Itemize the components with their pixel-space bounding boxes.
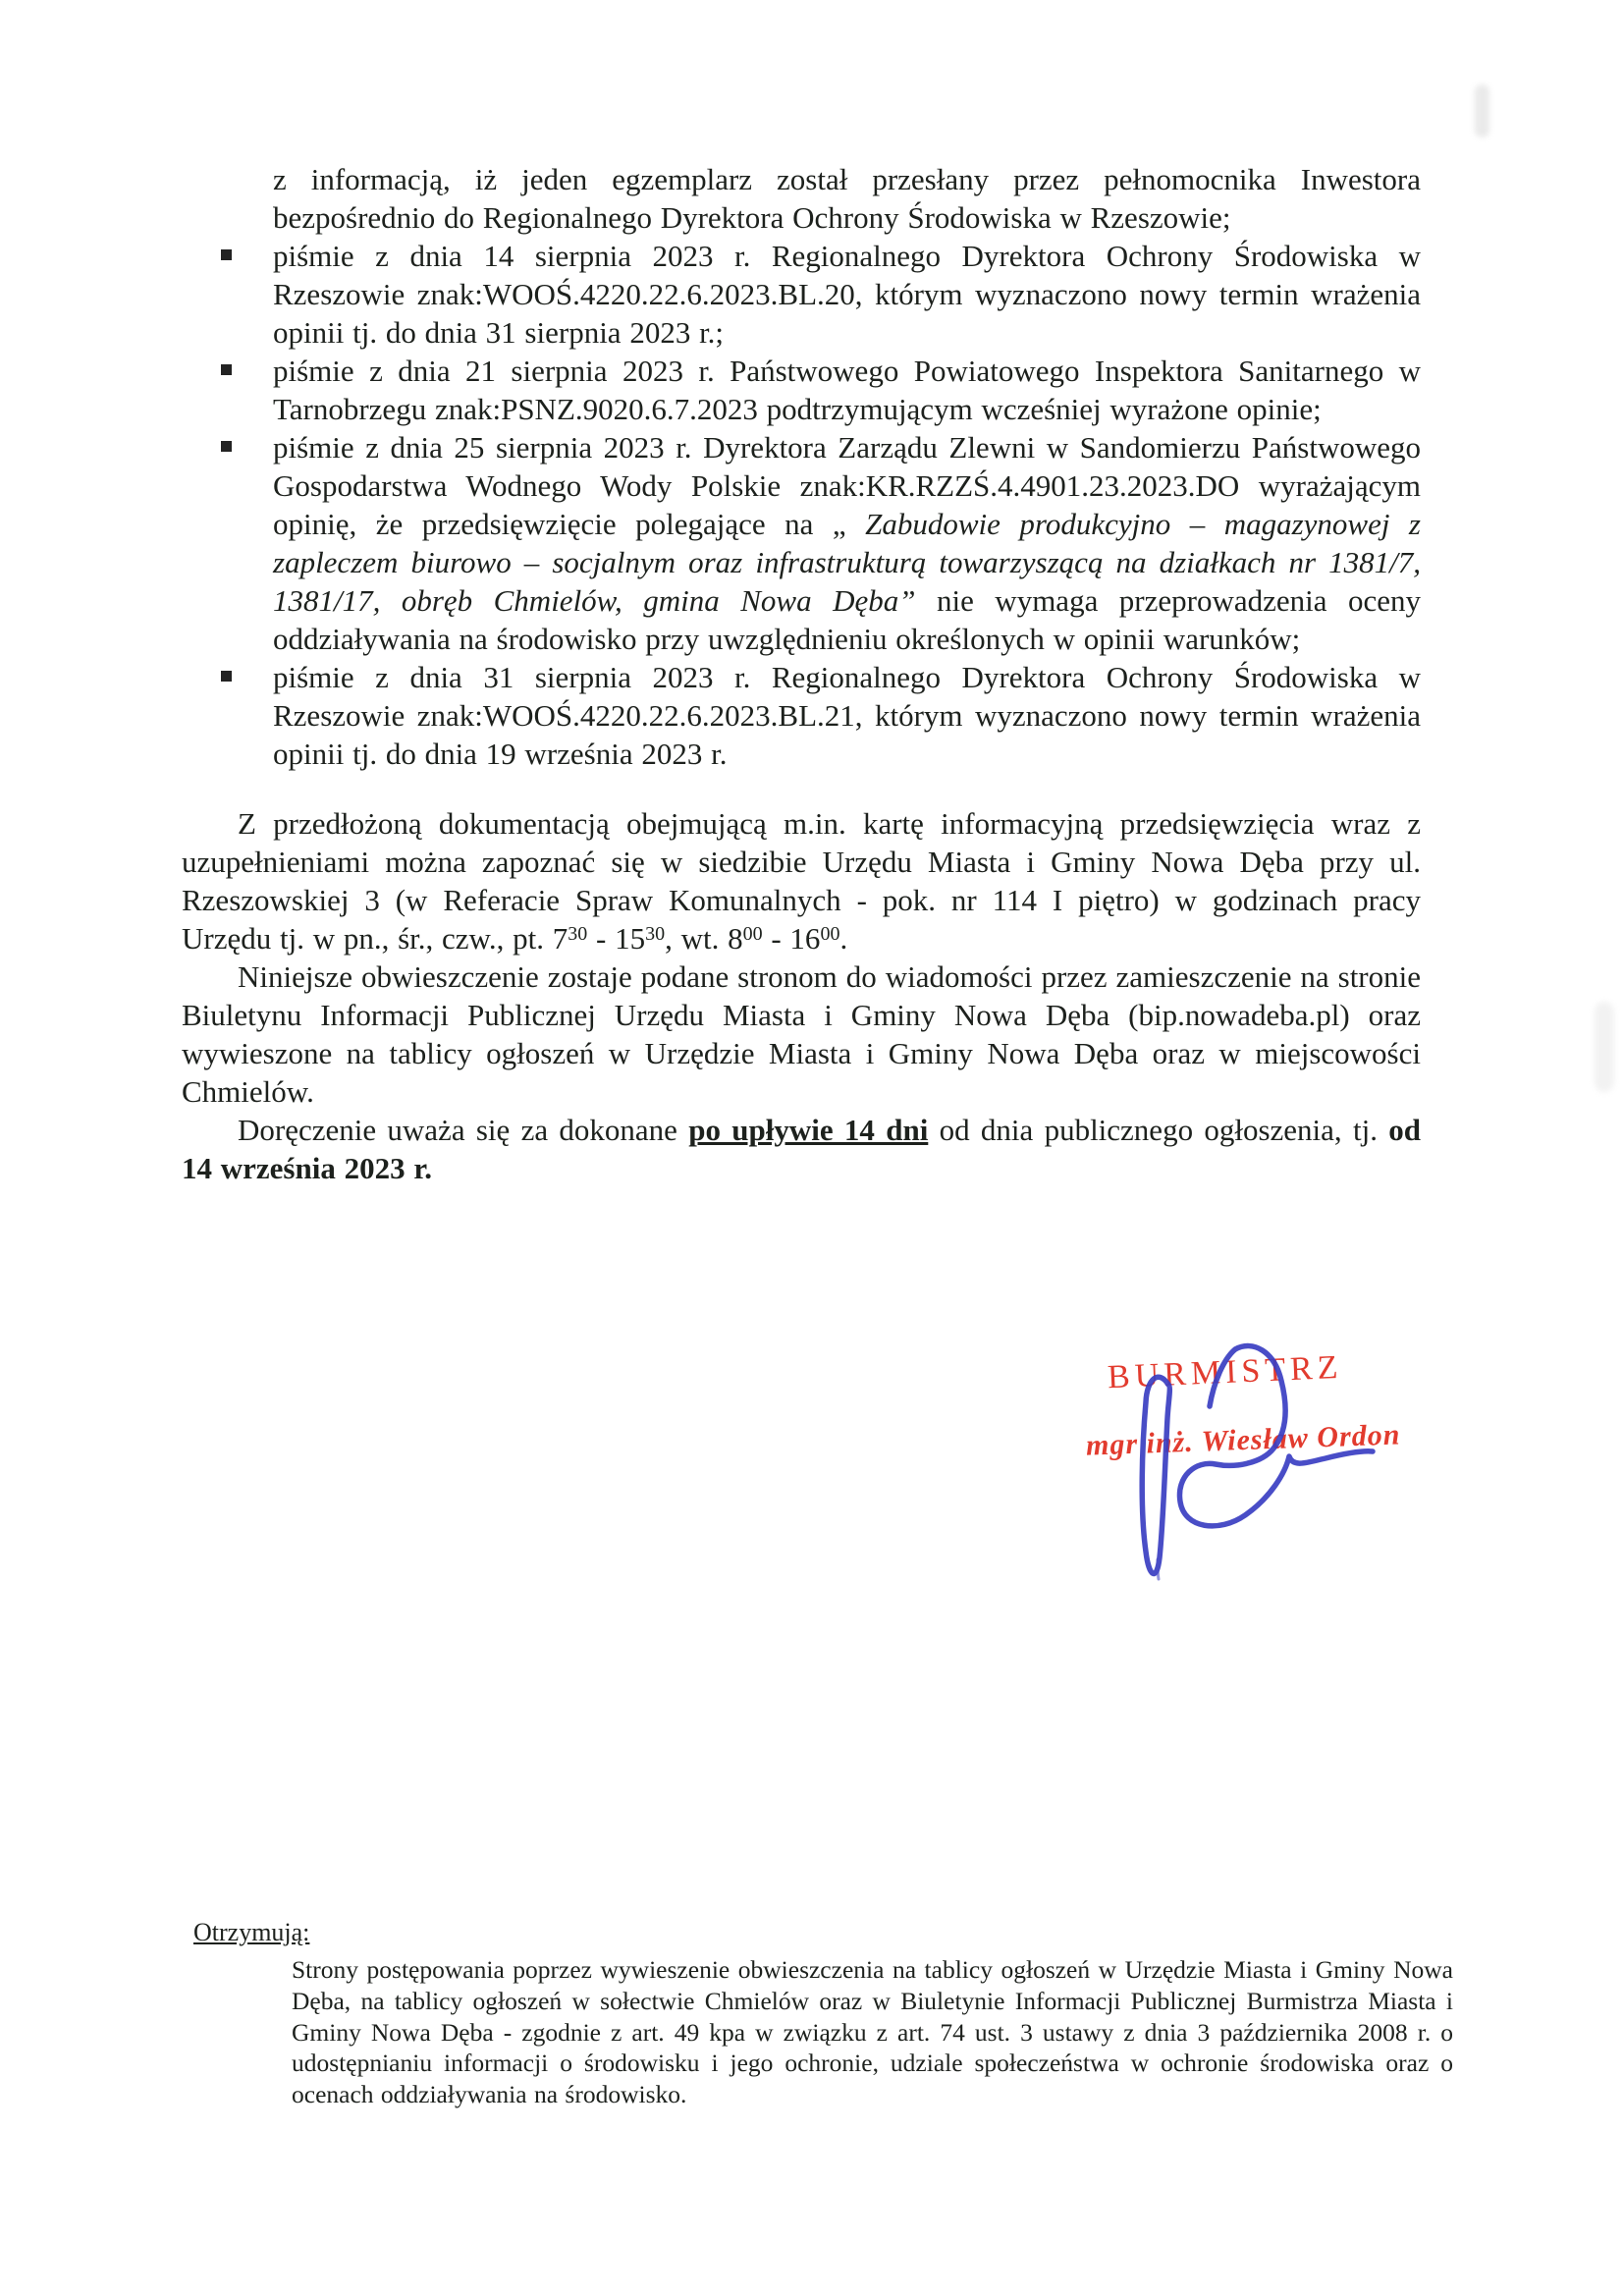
paragraph-documentation-access: [182, 804, 1421, 957]
bullet-square-icon: [221, 364, 232, 375]
document-body: [182, 160, 1421, 1187]
footer-recipients-heading: Otrzymują:: [193, 1918, 310, 1946]
deadline-emphasis: po upływie 14 dni: [688, 1113, 929, 1147]
list-item-text: piśmie z dnia 31 sierpnia 2023 r. Regionalnego Dyrektora Ochrony Środowiska w Rzeszowie znak:WOOŚ.4220.22.6.2023.BL.21, którym wyznaczono nowy termin wrażenia opinii tj. do dnia 19 września 2023 r.: [273, 660, 1421, 771]
bullet-square-icon: [221, 441, 232, 452]
list-item-letter-25-08: [182, 428, 1421, 658]
date-emphasis: od 14 września 2023 r.: [182, 1113, 1421, 1185]
paragraph-delivery-deadline: [182, 1111, 1421, 1187]
paragraph-publication: Niniejsze obwieszczenie zostaje podane stronom do wiadomości przez zamieszczenie na stronie Biuletynu Informacji Publicznej Urzędu Miasta i Gminy Nowa Dęba (bip.nowadeba.pl) oraz wywieszone na tablicy ogłoszeń w Urzędzie Miasta i Gminy Nowa Dęba oraz w miejscowości Chmielów.: [182, 959, 1421, 1109]
bullet-square-icon: [221, 671, 232, 682]
scan-smudge-top-right: [1475, 84, 1489, 137]
paragraph-text: od dnia publicznego ogłoszenia, tj.: [928, 1113, 1389, 1147]
paragraph-text: Doręczenie uważa się za dokonane: [238, 1113, 689, 1147]
project-title-italic: Zabudowie produkcyjno – magazynowej z zapleczem biurowo – socjalnym oraz infrastrukturą towarzyszącą na działkach nr 1381/7, 1381/17, obręb Chmielów, gmina Nowa Dęba”: [273, 507, 1421, 618]
hours-superscript: 30: [645, 923, 666, 945]
paragraph-text: - 16: [762, 921, 821, 956]
paragraph-text: .: [839, 921, 848, 956]
notice-list: [182, 237, 1421, 773]
paragraph-text: - 15: [587, 921, 646, 956]
bullet-square-icon: [221, 249, 232, 260]
hours-superscript: 00: [742, 923, 763, 945]
mayor-stamp-name: mgr inż. Wiesław Ordon: [1085, 1418, 1401, 1462]
list-item-text: piśmie z dnia 14 sierpnia 2023 r. Regionalnego Dyrektora Ochrony Środowiska w Rzeszowie znak:WOOŚ.4220.22.6.2023.BL.20, którym wyznaczono nowy termin wrażenia opinii tj. do dnia 31 sierpnia 2023 r.;: [273, 239, 1421, 350]
continuation-text: z informacją, iż jeden egzemplarz został przesłany przez pełnomocnika Inwestora bezpośrednio do Regionalnego Dyrektora Ochrony Środowiska w Rzeszowie;: [273, 162, 1421, 235]
paragraph-text: Z przedłożoną dokumentacją obejmującą m.in. kartę informacyjną przedsięwzięcia wraz z uzupełnieniami można zapoznać się w siedzibie Urzędu Miasta i Gminy Nowa Dęba przy ul. Rzeszowskiej 3 (w Referacie Spraw Komunalnych - pok. nr 114 I piętro) w godzinach pracy Urzędu tj. w pn., śr., czw., pt. 7: [182, 806, 1421, 956]
list-item-letter-14-08: [182, 237, 1421, 352]
list-item-text: piśmie z dnia 21 sierpnia 2023 r. Państwowego Powiatowego Inspektora Sanitarnego w Tarnobrzegu znak:PSNZ.9020.6.7.2023 podtrzymującym wcześniej wyrażone opinie;: [273, 354, 1421, 426]
list-item-letter-21-08: [182, 352, 1421, 428]
signature-ink: [1125, 1338, 1380, 1585]
mayor-stamp-title: BURMISTRZ: [1107, 1348, 1344, 1396]
footer-recipients-text: Strony postępowania poprzez wywieszenie obwieszczenia na tablicy ogłoszeń w Urzędzie Miasta i Gminy Nowa Dęba, na tablicy ogłoszeń w sołectwie Chmielów oraz w Biuletynie Informacji Publicznej Burmistrza Miasta i Gminy Nowa Dęba - zgodnie z art. 49 kpa w związku z art. 74 ust. 3 ustawy z dnia 3 października 2008 r. o udostępnianiu informacji o środowisku i jego ochronie, udziale społeczeństwa w ochronie środowiska oraz o ocenach oddziaływania na środowisko.: [292, 1955, 1453, 2109]
paragraph-text: , wt. 8: [665, 921, 743, 956]
list-item-text: piśmie z dnia 25 sierpnia 2023 r. Dyrektora Zarządu Zlewni w Sandomierzu Państwowego Gospodarstwa Wodnego Wody Polskie znak:KR.RZZŚ.4.4901.23.2023.DO wyrażającym opinię, że przedsięwzięcie polegające na „: [273, 430, 1421, 541]
list-item-text: nie wymaga przeprowadzenia oceny oddziaływania na środowisko przy uwzględnieniu określonych w opinii warunków;: [273, 583, 1421, 656]
hours-superscript: 30: [568, 923, 588, 945]
list-item-letter-31-08: [182, 658, 1421, 773]
hours-superscript: 00: [820, 923, 840, 945]
scan-smudge-right-edge: [1595, 1002, 1614, 1092]
